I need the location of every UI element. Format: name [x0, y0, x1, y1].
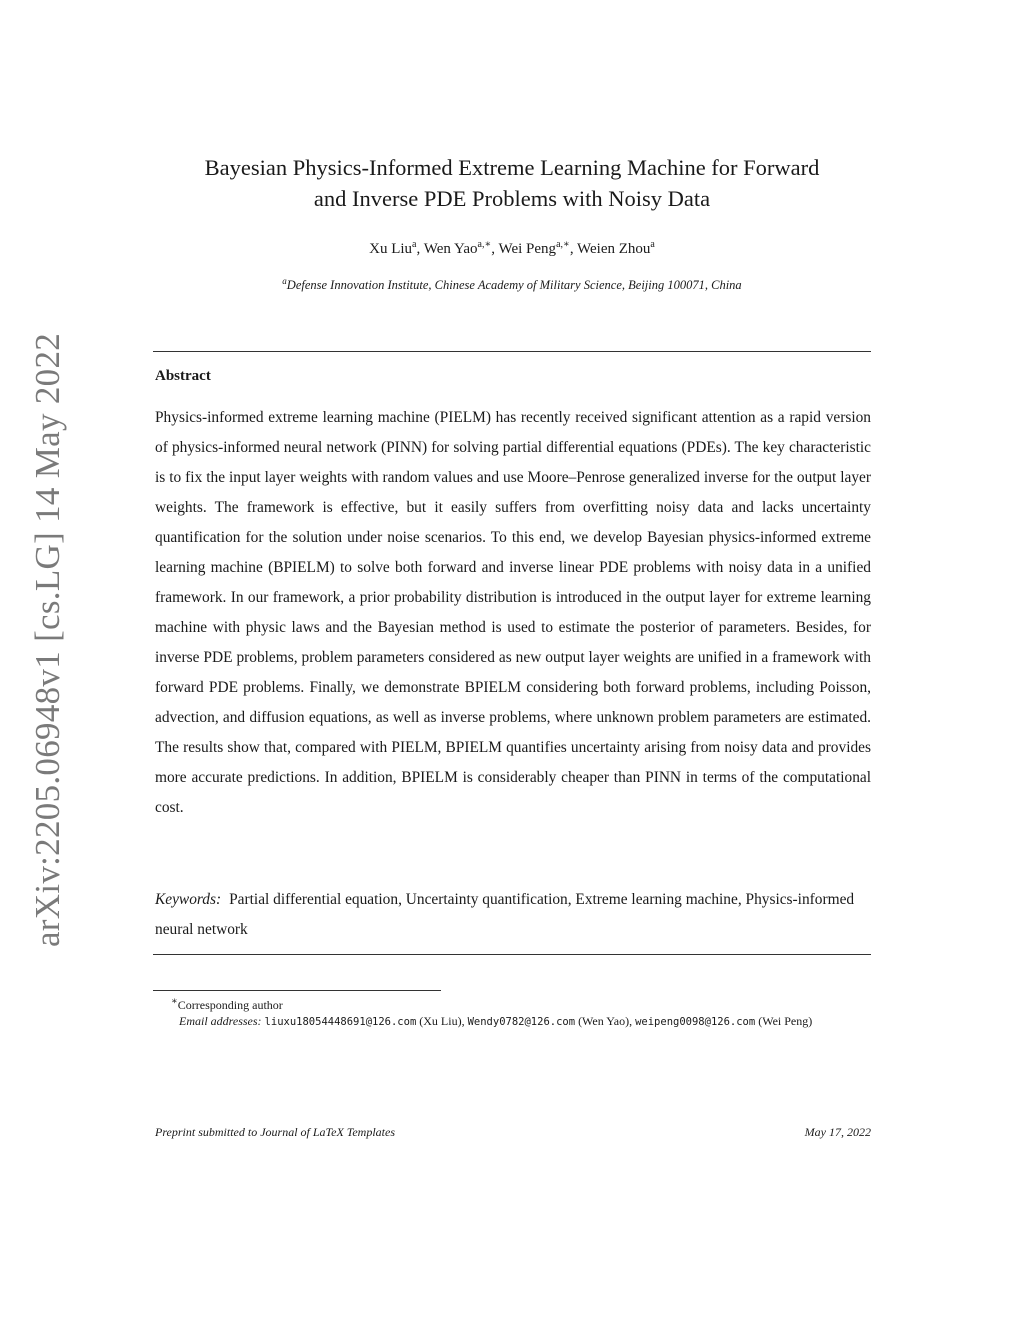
corresponding-mark: ∗ [171, 996, 178, 1007]
footer-date: May 17, 2022 [804, 1125, 871, 1139]
email-address[interactable]: liuxu18054448691@126.com [264, 1016, 417, 1028]
title-line-2: and Inverse PDE Problems with Noisy Data [313, 186, 711, 211]
abstract-heading: Abstract [155, 368, 211, 384]
email-owner: (Wei Peng) [758, 1014, 813, 1028]
footnote-rule [153, 990, 441, 991]
paper-title [150, 152, 874, 214]
keywords-label: Keywords: [155, 891, 222, 908]
email-address[interactable]: weipeng0098@126.com [635, 1016, 756, 1028]
author-separator: , [416, 241, 424, 257]
email-label: Email addresses: [179, 1014, 262, 1028]
corresponding-author-note [153, 994, 873, 1013]
email-owner: (Wen Yao) [578, 1014, 630, 1028]
title-line-1: Bayesian Physics-Informed Extreme Learning Machine for Forward [204, 155, 820, 180]
author-name: Wei Peng [498, 241, 557, 257]
corresponding-text: Corresponding author [177, 998, 283, 1012]
author-separator: , [491, 241, 499, 257]
email-owner: (Xu Liu) [419, 1014, 462, 1028]
abstract-body: Physics-informed extreme learning machine (PIELM) has recently received significant attention as a rapid version of physics-informed neural network (PINN) for solving partial differential equations (PDEs). The key characteristic is to fix the input layer weights with random values and use Moore–Penrose generalized inverse for the output layer weights. The framework is effective, but it easily suffers from overfitting noisy data and lacks uncertainty quantification for the solution under noise scenarios. To this end, we develop Bayesian physics-informed extreme learning machine (BPIELM) to solve both forward and inverse linear PDE problems with noisy data in a unified framework. In our framework, a prior probability distribution is introduced in the output layer for extreme learning machine with physic laws and the Bayesian method is used to estimate the posterior of parameters. Besides, for inverse PDE problems, problem parameters considered as new output layer weights are unified in a framework with forward PDE problems. Finally, we demonstrate BPIELM considering both forward problems, including Poisson, advection, and diffusion equations, as well as inverse problems, where unknown problem parameters are estimated. The results show that, compared with PIELM, BPIELM quantifies uncertainty arising from noisy data and provides more accurate predictions. In addition, BPIELM is considerably cheaper than PINN in terms of the computational cost. [155, 409, 871, 816]
arxiv-identifier-stamp: arXiv:2205.06948v1 [cs.LG] 14 May 2022 [28, 332, 67, 948]
footer-preprint-note: Preprint submitted to Journal of LaTeX Templates [155, 1125, 396, 1139]
author-name: Xu Liu [369, 241, 413, 257]
email-addresses-note: Email addresses: liuxu18054448691@126.com (Xu Liu), Wendy0782@126.com (Wen Yao), weipeng0098@126.com (Wei Peng) [179, 1014, 813, 1028]
footnotes [153, 994, 873, 1030]
author-affiliation-mark: a,∗ [477, 239, 492, 250]
author-name: Wen Yao [423, 241, 478, 257]
author-affiliation-mark: a [650, 239, 655, 250]
email-address[interactable]: Wendy0782@126.com [467, 1016, 576, 1028]
affiliation-mark: a [282, 276, 287, 286]
author-affiliation-mark: a [412, 239, 417, 250]
affiliation [150, 276, 874, 293]
author-affiliation-mark: a,∗ [556, 239, 570, 250]
keywords [155, 885, 871, 945]
abstract-top-rule [153, 351, 871, 352]
affiliation-text: Defense Innovation Institute, Chinese Academy of Military Science, Beijing 100071, China [286, 278, 742, 293]
keywords-text: Partial differential equation, Uncertainty quantification, Extreme learning machine, Physics-informed neural network [155, 891, 855, 938]
abstract-bottom-rule [153, 954, 871, 955]
author-separator: , [569, 241, 578, 257]
author-name: Weien Zhou [577, 241, 651, 257]
author-list [150, 239, 874, 258]
